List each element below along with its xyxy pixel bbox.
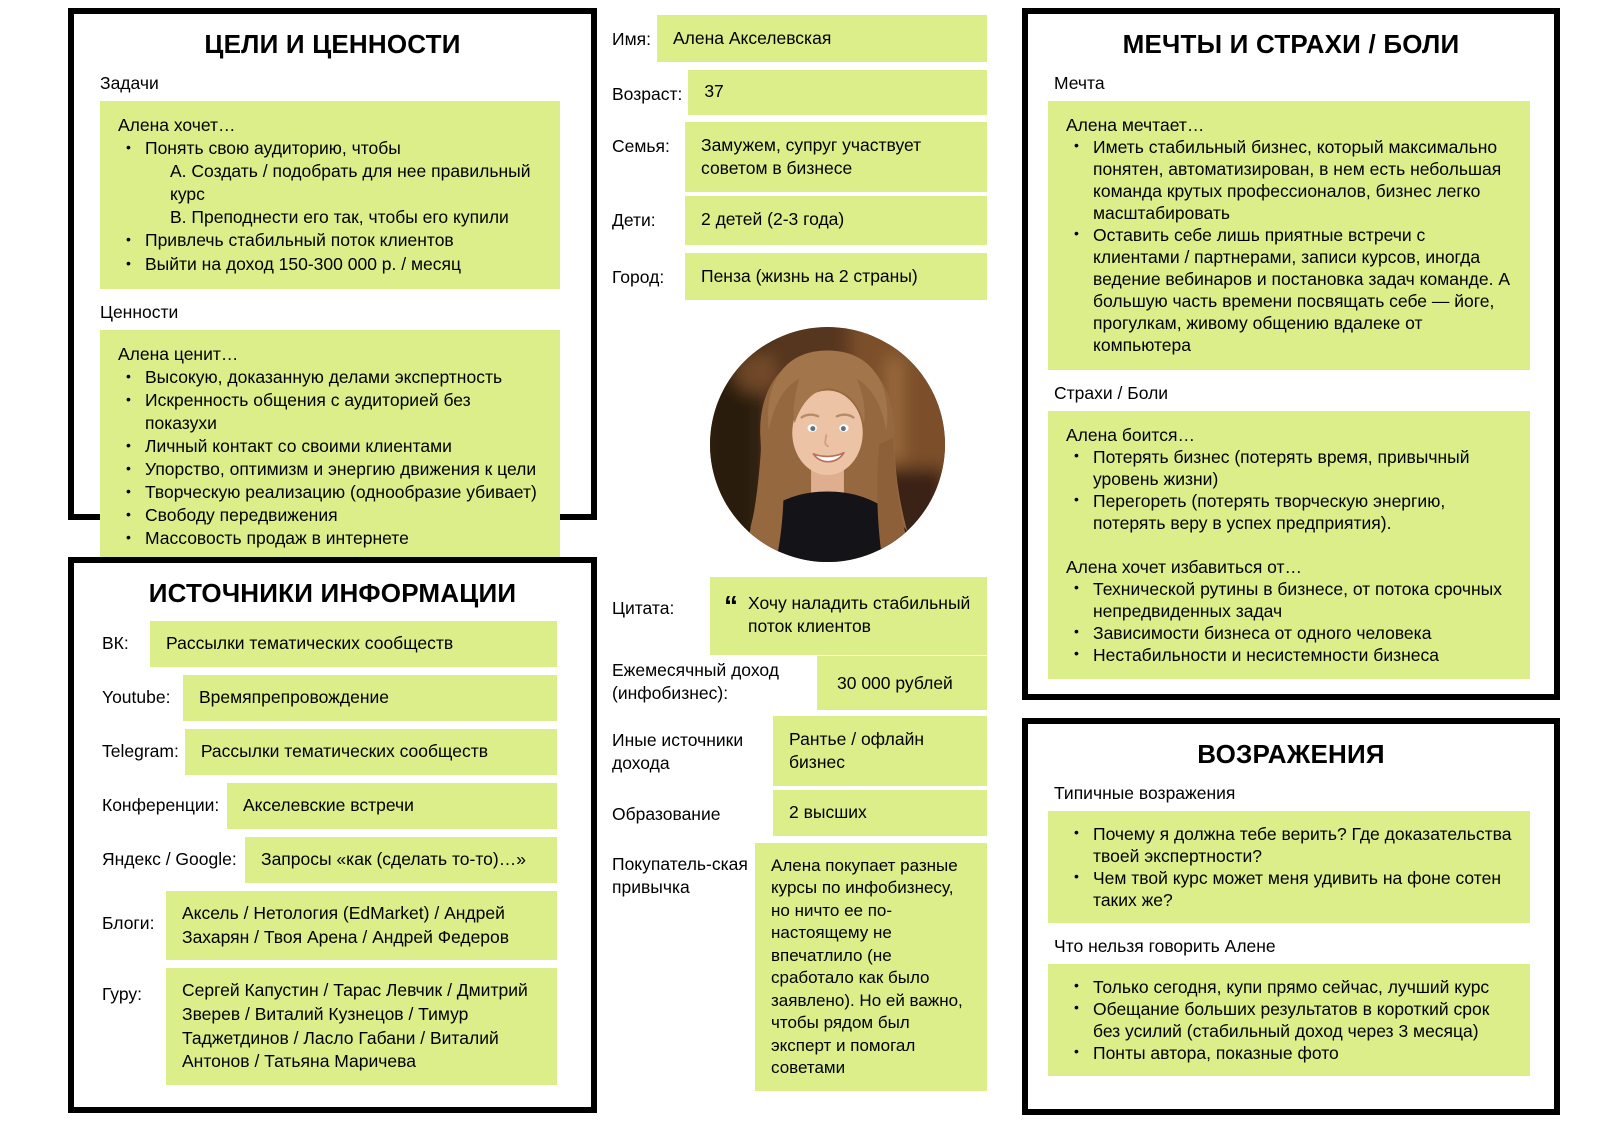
rid-item: • Технической рутины в бизнесе, от потока срочных непредвиденных задач [1066, 578, 1512, 622]
forbidden-phrases-block [1048, 964, 1530, 1076]
profile-column [600, 0, 987, 1131]
profile-label: Город: [612, 267, 665, 287]
source-label: Telegram: [102, 741, 179, 761]
profile-label: Семья: [612, 136, 670, 156]
dream-item: • Оставить себе лишь приятные встречи с клиентами / партнерами, записи курсов, иногда ведение вебинаров и постановка задач команде. А большую часть времени посвящать себе — йоге, прогулкам, живому общению вдалеке от компьютера [1066, 224, 1512, 356]
fears-highlight-block [1048, 411, 1530, 679]
rid-intro: Алена хочет избавиться от… [1066, 556, 1303, 577]
value-item: • Творческую реализацию (однообразие убивает) [118, 481, 542, 504]
profile-row-buying-habit [600, 843, 987, 1091]
values-intro: Алена ценит… [118, 343, 239, 364]
profile-label: Дети: [612, 210, 656, 230]
profile-value: Пенза (жизнь на 2 страны) [685, 253, 987, 300]
source-value: Рассылки тематических сообществ [150, 621, 557, 667]
profile-label: Имя: [612, 29, 651, 49]
profile-row-family [600, 122, 987, 192]
source-value: Рассылки тематических сообществ [185, 729, 557, 775]
quote-value-box [710, 577, 987, 655]
profile-value: 37 [688, 70, 987, 115]
dream-item: • Иметь стабильный бизнес, который максимально понятен, автоматизирован, в нем есть небольшая команда крутых профессионалов, бизнес легко масштабировать [1066, 136, 1512, 224]
forbidden-phrases-label: Что нельзя говорить Алене [1054, 936, 1276, 957]
profile-row-name [600, 15, 987, 62]
value-item: • Высокую, доказанную делами экспертность [118, 366, 542, 389]
dream-label: Мечта [1054, 73, 1105, 93]
task-item: • Привлечь стабильный поток клиентов [118, 229, 542, 252]
goals-values-title: ЦЕЛИ И ЦЕННОСТИ [204, 29, 461, 59]
fears-list [1066, 446, 1512, 534]
source-row-telegram [74, 729, 557, 775]
objections-title: ВОЗРАЖЕНИЯ [1197, 739, 1385, 769]
task-item: • Выйти на доход 150-300 000 р. / месяц [118, 253, 542, 276]
buying-habit-value: Алена покупает разные курсы по инфобизнесу, но ничто ее по-настоящему не впечатлило (не сработало как было заявлено). Но ей важно, чтобы рядом был эксперт и помогал советами [755, 843, 987, 1091]
source-row-search [74, 837, 557, 883]
portrait-image [710, 327, 945, 562]
source-value: Сергей Капустин / Тарас Левчик / Дмитрий Зверев / Виталий Кузнецов / Тимур Таджетдинов / Ласло Габани / Виталий Антонов / Татьяна Маричева [166, 968, 557, 1085]
profile-row-other-income [600, 716, 987, 786]
typical-objections-block [1048, 811, 1530, 923]
source-row-conferences [74, 783, 557, 829]
task-subitem-b: B. Преподнести его так, чтобы его купили [170, 207, 509, 228]
source-row-blogs [74, 891, 557, 960]
forbidden-phrases-list [1066, 976, 1512, 1064]
fears-label: Страхи / Боли [1054, 382, 1169, 403]
profile-row-quote [600, 577, 987, 655]
quote-mark-icon: “ [724, 590, 738, 621]
rid-item: • Зависимости бизнеса от одного человека [1066, 622, 1512, 644]
source-label: Youtube: [102, 687, 171, 707]
goals-values-section [68, 8, 597, 549]
dreams-fears-section [1022, 8, 1560, 700]
value-item: • Свободу передвижения [118, 504, 542, 527]
value-item: • Личный контакт со своими клиентами [118, 435, 542, 458]
education-label: Образование [612, 804, 721, 824]
persona-photo [710, 327, 945, 562]
objections-section [1022, 718, 1560, 1115]
source-row-youtube [74, 675, 557, 721]
value-item: • Массовость продаж в интернете [118, 527, 542, 550]
fear-item: • Перегореть (потерять творческую энергию, потерять веру в успех предприятия). [1066, 490, 1512, 534]
tasks-label: Задачи [100, 73, 159, 93]
source-value: Времяпрепровождение [183, 675, 557, 721]
forbidden-item: • Только сегодня, купи прямо сейчас, лучший курс [1066, 976, 1512, 998]
source-label: ВК: [102, 633, 129, 653]
profile-row-education [600, 790, 987, 836]
fear-item: • Потерять бизнес (потерять время, привычный уровень жизни) [1066, 446, 1512, 490]
values-label: Ценности [100, 301, 179, 322]
profile-row-age [600, 70, 987, 115]
objection-item: • Почему я должна тебе верить? Где доказательства твоей экспертности? [1066, 823, 1512, 867]
source-value: Аксель / Нетология (EdMarket) / Андрей Захарян / Твоя Арена / Андрей Федеров [166, 891, 557, 960]
profile-row-city [600, 253, 987, 300]
income-value: 30 000 рублей [817, 656, 987, 710]
source-label: Конференции: [102, 795, 220, 815]
source-label: Яндекс / Google: [102, 849, 237, 869]
sources-rows [74, 621, 591, 1085]
forbidden-item: • Обещание больших результатов в короткий срок без усилий (стабильный доход через 3 месяца) [1066, 998, 1512, 1042]
source-label: Блоги: [102, 913, 155, 933]
quote-label: Цитата: [612, 598, 675, 618]
source-value: Акселевские встречи [227, 783, 557, 829]
rid-item: • Нестабильности и несистемности бизнеса [1066, 644, 1512, 666]
other-income-value: Рантье / офлайн бизнес [773, 716, 987, 786]
dream-highlight-block [1048, 101, 1530, 370]
buying-habit-label: Покупатель-ская привычка [612, 854, 748, 897]
value-item: • Искренность общения с аудиторией без показухи [118, 389, 542, 435]
profile-row-children [600, 196, 987, 245]
other-income-label: Иные источники дохода [612, 730, 744, 773]
profile-value: Алена Акселевская [657, 15, 987, 62]
profile-value: 2 детей (2-3 года) [685, 196, 987, 245]
fears-intro: Алена боится… [1066, 424, 1195, 445]
quote-text: Хочу наладить стабильный поток клиентов [748, 593, 971, 636]
dream-list [1066, 136, 1512, 356]
forbidden-item: • Понты автора, показные фото [1066, 1042, 1512, 1064]
income-label: Ежемесячный доход (инфобизнес): [612, 660, 779, 703]
profile-value: Замужем, супруг участвует советом в бизнесе [685, 122, 987, 192]
typical-objections-list [1066, 823, 1512, 911]
dreams-fears-title: МЕЧТЫ И СТРАХИ / БОЛИ [1122, 29, 1460, 59]
value-item: • Упорство, оптимизм и энергию движения к цели [118, 458, 542, 481]
objection-item: • Чем твой курс может меня удивить на фоне сотен таких же? [1066, 867, 1512, 911]
values-highlight-block [100, 330, 560, 564]
information-sources-title: ИСТОЧНИКИ ИНФОРМАЦИИ [148, 578, 517, 608]
source-value: Запросы «как (сделать то-то)…» [245, 837, 557, 883]
source-row-vk [74, 621, 557, 667]
typical-objections-label: Типичные возражения [1054, 783, 1236, 803]
tasks-list [118, 137, 542, 276]
profile-label: Возраст: [612, 84, 683, 104]
information-sources-section [68, 557, 597, 1113]
task-item: • Понять свою аудиторию, чтобы [118, 137, 542, 160]
source-row-guru [74, 968, 557, 1085]
task-subitem-a: A. Создать / подобрать для нее правильный курс [170, 161, 531, 205]
rid-list [1066, 578, 1512, 666]
education-value: 2 высших [773, 790, 987, 836]
profile-row-income [600, 656, 987, 710]
source-label: Гуру: [102, 984, 143, 1005]
tasks-highlight-block [100, 101, 560, 289]
tasks-intro: Алена хочет… [118, 115, 236, 135]
dream-intro: Алена мечтает… [1066, 115, 1205, 135]
spacer [1066, 534, 1512, 556]
values-list [118, 366, 542, 551]
